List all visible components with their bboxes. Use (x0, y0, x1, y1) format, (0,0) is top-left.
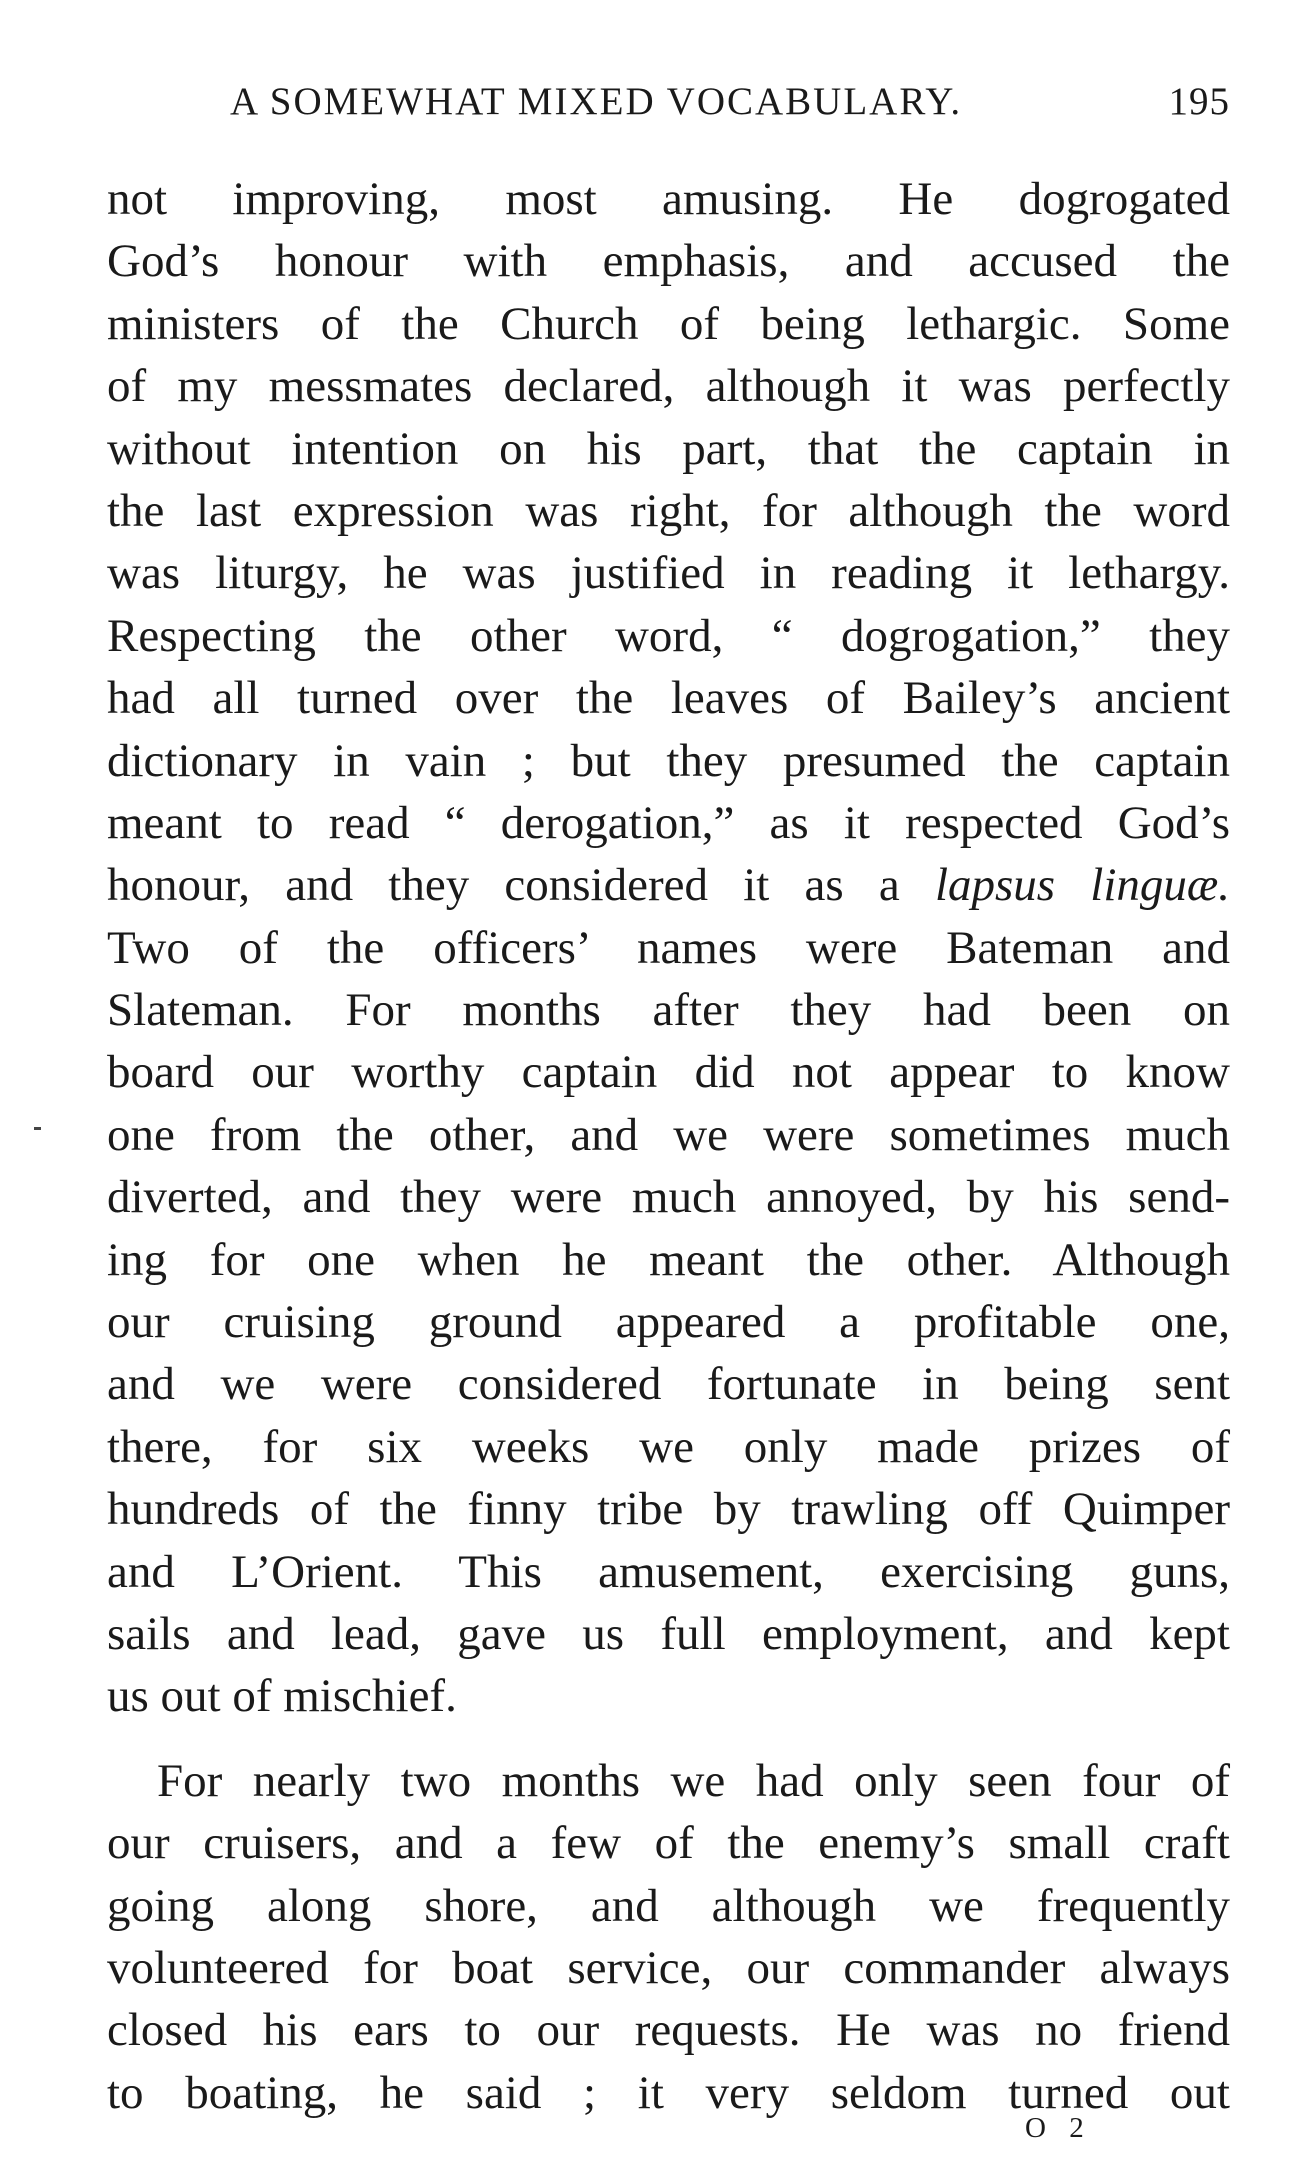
text-line: and we were considered fortunate in being sent (107, 1358, 1230, 1411)
text-line: sails and lead, gave us full employment, and kept (107, 1607, 1230, 1660)
chapter-title: A SOMEWHAT MIXED VOCABULARY. (230, 80, 963, 123)
text-line: one from the other, and we were sometimes much (107, 1108, 1230, 1161)
paragraph-gap (107, 1728, 1230, 1750)
text-line: ministers of the Church of being lethargic. Some (107, 297, 1230, 350)
text-line: had all turned over the leaves of Bailey’s ancient (107, 672, 1230, 725)
text-line: For nearly two months we had only seen four of (157, 1754, 1230, 1807)
signature-mark: O 2 (1025, 2112, 1092, 2144)
text-line: not improving, most amusing. He dogrogated (107, 173, 1230, 225)
text-line: board our worthy captain did not appear to know (107, 1046, 1230, 1099)
text-line: our cruisers, and a few of the enemy’s small craft (107, 1817, 1230, 1870)
text-line: ing for one when he meant the other. Although (107, 1233, 1230, 1286)
text-line: meant to read “ derogation,” as it respected God’s (107, 796, 1230, 849)
text-line: dictionary in vain ; but they presumed the captain (107, 734, 1230, 787)
print-speck (34, 1127, 41, 1130)
text-line: to boating, he said ; it very seldom turned out (107, 2066, 1230, 2119)
text-line: our cruising ground appeared a profitable one, (107, 1296, 1230, 1349)
italic-phrase: lapsus linguæ. (934, 859, 1230, 912)
running-head (230, 78, 1230, 126)
page-number: 195 (1168, 80, 1230, 123)
text-line-with-italic (107, 854, 1230, 916)
text-line: volunteered for boat service, our commander always (107, 1941, 1230, 1994)
text-line: God’s honour with emphasis, and accused the (107, 235, 1230, 288)
text-line: of my messmates declared, although it was perfectly (107, 360, 1230, 413)
text-line: us out of mischief. (107, 1670, 457, 1723)
text-line: going along shore, and although we frequently (107, 1879, 1230, 1932)
text-line: closed his ears to our requests. He was no friend (107, 2004, 1230, 2057)
text-line: was liturgy, he was justified in reading it lethargy. (107, 547, 1230, 600)
text-line: there, for six weeks we only made prizes of (107, 1420, 1230, 1473)
text-fragment: honour, and they considered it as a (107, 859, 935, 912)
text-line: Respecting the other word, “ dogrogation,” they (107, 609, 1230, 662)
text-line: diverted, and they were much annoyed, by his send- (107, 1171, 1230, 1224)
text-line: without intention on his part, that the captain in (107, 422, 1230, 475)
text-line: and L’Orient. This amusement, exercising guns, (107, 1545, 1230, 1598)
text-line: Two of the officers’ names were Bateman and (107, 921, 1230, 974)
text-line: Slateman. For months after they had been on (107, 984, 1230, 1037)
text-line: hundreds of the finny tribe by trawling off Quimper (107, 1483, 1230, 1536)
text-line: the last expression was right, for although the word (107, 484, 1230, 537)
body-text (107, 168, 1230, 2124)
